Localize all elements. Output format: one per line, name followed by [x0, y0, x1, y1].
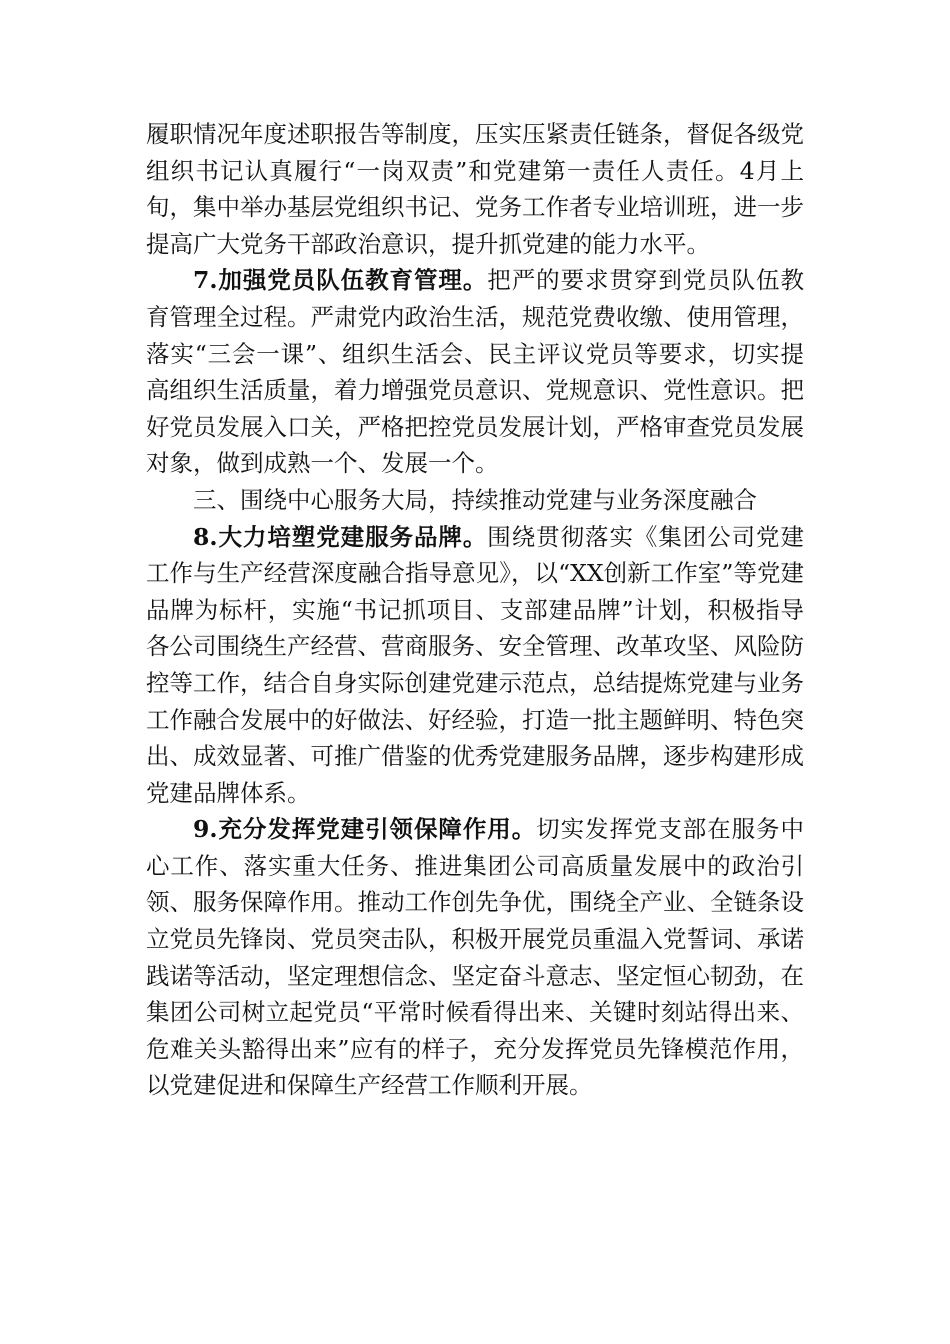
- item-9-body: 切实发挥党支部在服务中心工作、落实重大任务、推进集团公司高质量发展中的政治引领、服务保障作用。推动工作创先争优，围绕全产业、全链条设立党员先锋岗、党员突击队，积极开展党员重温入党誓词、承诺践诺等活动，坚定理想信念、坚定奋斗意志、坚定恒心韧劲，在集团公司树立起党员“平常时候看得出来、关键时刻站得出来、危难关头豁得出来”应有的样子，充分发挥党员先锋模范作用，以党建促进和保障生产经营工作顺利开展。: [146, 815, 804, 1100]
- item-8-lead: 8.大力培塑党建服务品牌。: [193, 522, 488, 551]
- item-8-paragraph: [146, 519, 804, 812]
- section-3-heading: 三、围绕中心服务大局，持续推动党建与业务深度融合: [193, 485, 757, 514]
- item-7-lead: 7.加强党员队伍教育管理。: [193, 266, 488, 295]
- item-7-body: 把严的要求贯穿到党员队伍教育管理全过程。严肃党内政治生活，规范党费收缴、使用管理，落实“三会一课”、组织生活会、民主评议党员等要求，切实提高组织生活质量，着力增强党员意识、党规意识、党性意识。把好党员发展入口关，严格把控党员发展计划，严格审查党员发展对象，做到成熟一个、发展一个。: [146, 266, 804, 478]
- item-8-body: 围绕贯彻落实《集团公司党建工作与生产经营深度融合指导意见》，以“XX创新工作室”等党建品牌为标杆，实施“书记抓项目、支部建品牌”计划，积极指导各公司围绕生产经营、营商服务、安全管理、改革攻坚、风险防控等工作，结合自身实际创建党建示范点，总结提炼党建与业务工作融合发展中的好做法、好经验，打造一批主题鲜明、特色突出、成效显著、可推广借鉴的优秀党建服务品牌，逐步构建形成党建品牌体系。: [146, 522, 804, 807]
- item-9-lead: 9.充分发挥党建引领保障作用。: [193, 815, 537, 844]
- continuation-paragraph: 履职情况年度述职报告等制度，压实压紧责任链条，督促各级党组织书记认真履行“一岗双责”和党建第一责任人责任。4月上旬，集中举办基层党组织书记、党务工作者专业培训班，进一步提高广大党务干部政治意识，提升抓党建的能力水平。: [146, 120, 804, 258]
- item-9-paragraph: [146, 811, 804, 1104]
- document-page: [146, 116, 804, 1104]
- item-7-paragraph: [146, 262, 804, 482]
